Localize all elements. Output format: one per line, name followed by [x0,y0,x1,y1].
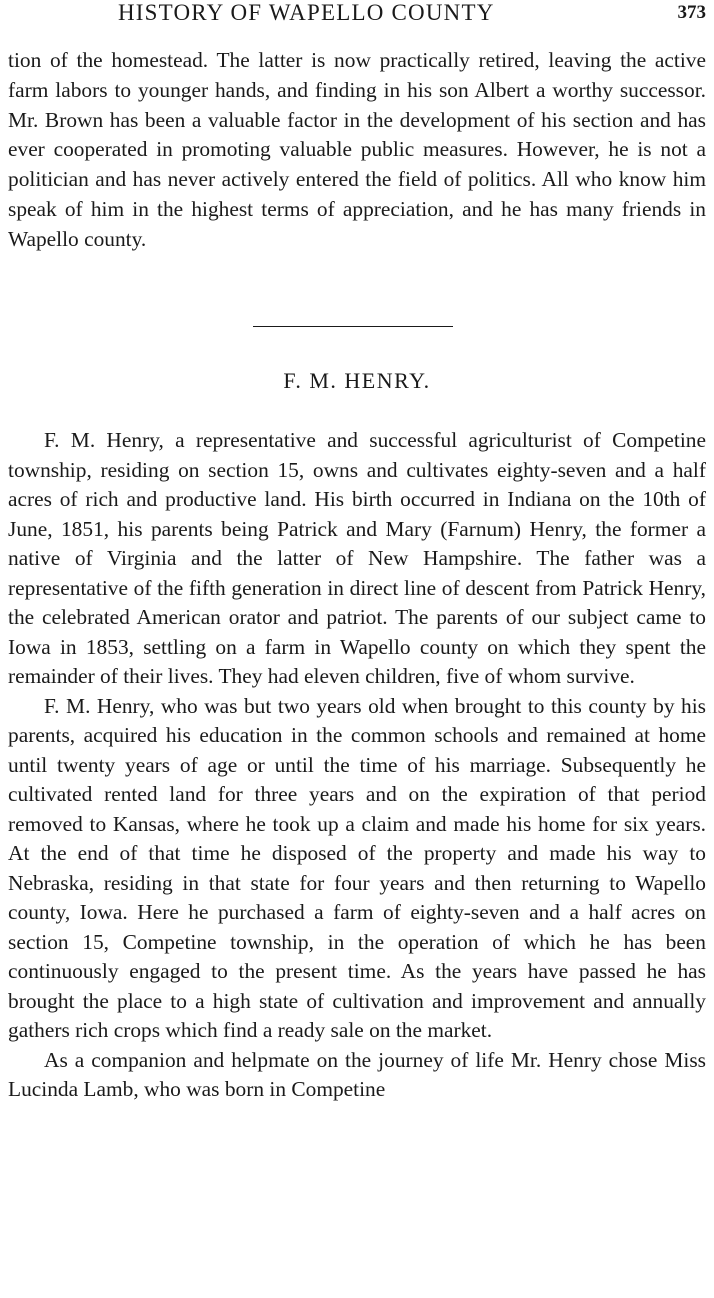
page-number: 373 [677,2,706,23]
section-paragraph-2: F. M. Henry, who was but two years old when brought to this county by his parents, acquired his education in the common schools and remained at home until twenty years of age or until the time of his marriage. Subsequently he cultivated rented land for three years and on the expiration of that period removed to Kansas, where he took up a claim and made his home for six years. At the end of that time he disposed of the property and made his way to Nebraska, residing in that state for four years and then returning to Wapello county, Iowa. Here he purchased a farm of eighty-seven and a half acres on section 15, Competine township, in the operation of which he has been continuously engaged to the present time. As the years have passed he has brought the place to a high state of cultivation and improvement and annually gathers rich crops which find a ready sale on the market. [8,693,706,1042]
page-header [0,0,714,28]
section-divider [253,326,453,327]
section-paragraph-3: As a companion and helpmate on the journey of life Mr. Henry chose Miss Lucinda Lamb, who was born in Competine [8,1047,706,1101]
section-body [8,426,706,1105]
running-title: HISTORY OF WAPELLO COUNTY [118,0,495,25]
section-paragraph-1: F. M. Henry, a representative and successful agriculturist of Competine township, residing on section 15, owns and cultivates eighty-seven and a half acres of rich and productive land. His birth occurred in Indiana on the 10th of June, 1851, his parents being Patrick and Mary (Farnum) Henry, the former a native of Virginia and the latter of New Hampshire. The father was a representative of the fifth generation in direct line of descent from Patrick Henry, the celebrated American orator and patriot. The parents of our subject came to Iowa in 1853, settling on a farm in Wapello county on which they spent the remainder of their lives. They had eleven children, five of whom survive. [8,428,706,688]
continuation-paragraph: tion of the homestead. The latter is now practically retired, leaving the active farm labors to younger hands, and finding in his son Albert a worthy successor. Mr. Brown has been a valuable factor in the development of his section and has ever cooperated in promoting valuable public measures. However, he is not a politician and has never actively entered the field of politics. All who know him speak of him in the highest terms of appreciation, and he has many friends in Wapello county. [8,48,706,251]
section-heading: F. M. HENRY. [283,368,431,393]
